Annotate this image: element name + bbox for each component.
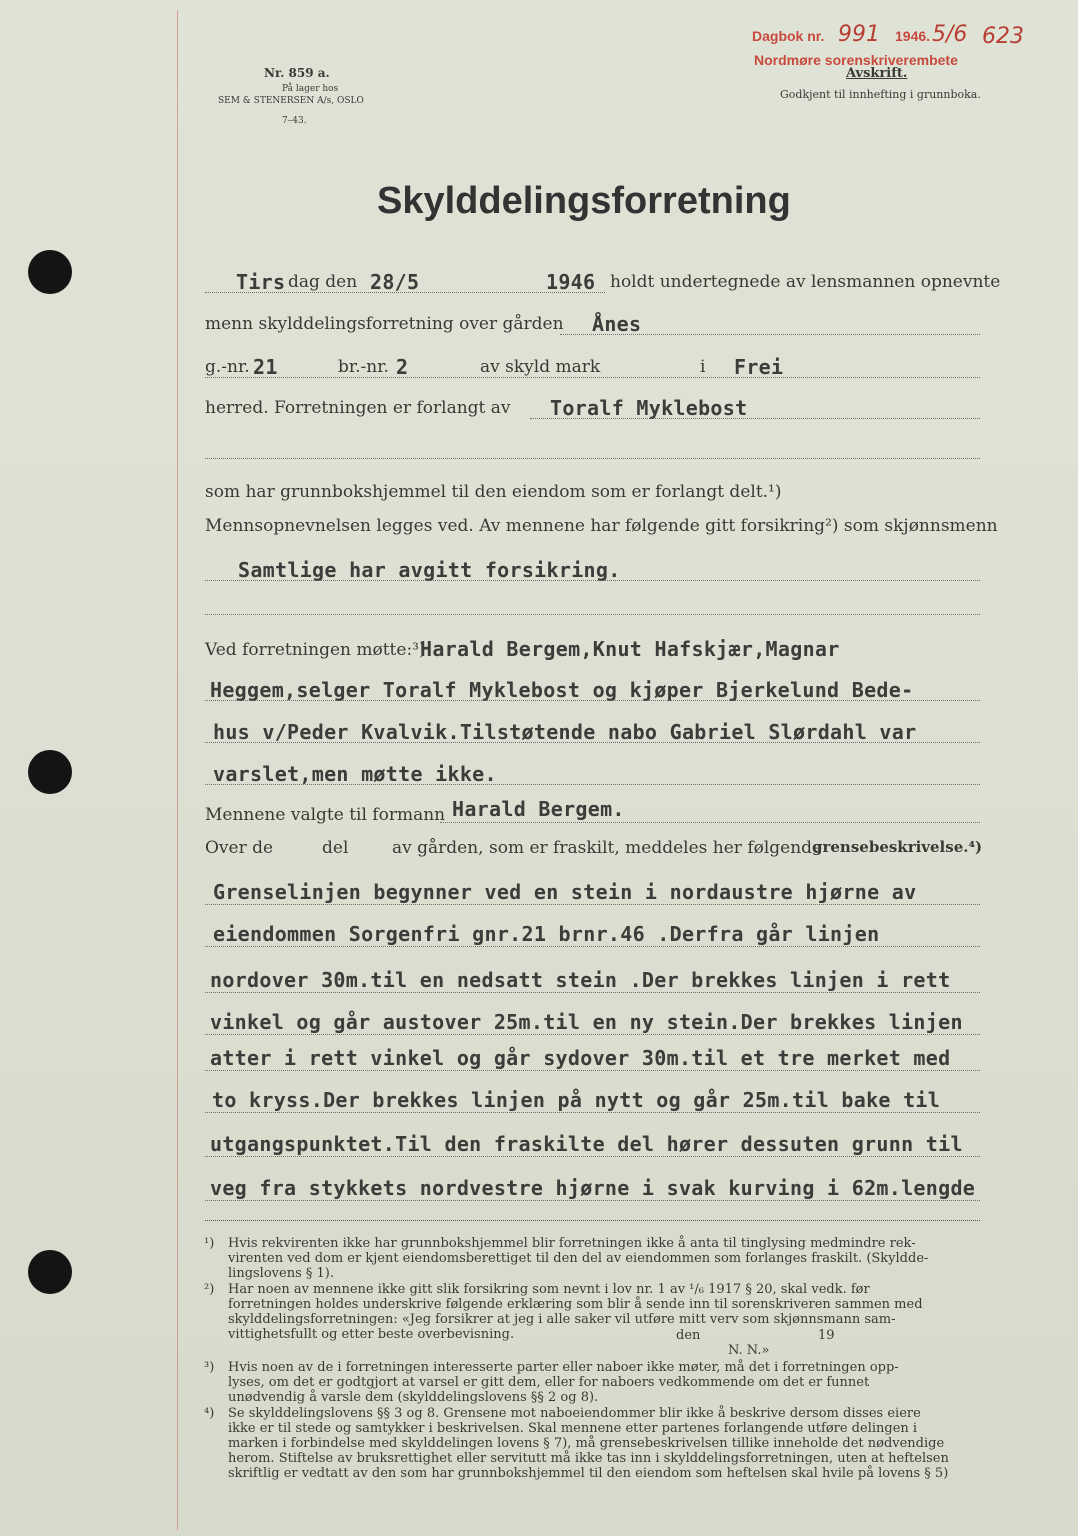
day-label: dag den [288, 272, 358, 292]
description-line: vinkel og går austover 25m.til en ny stein.Der brekkes linjen [210, 1010, 963, 1034]
footnote-mark: ³) [204, 1360, 215, 1375]
i-label: i [700, 357, 706, 377]
footnote-line: lingslovens § 1). [228, 1266, 334, 1281]
gnr-label: g.-nr. [205, 357, 250, 377]
punch-hole [28, 1250, 72, 1294]
footnote-signature: den [676, 1328, 701, 1343]
fill-line [205, 1156, 980, 1157]
fill-line [560, 334, 980, 335]
line2-text: menn skylddelingsforretning over gården [205, 314, 564, 334]
footnote-mark: ⁴) [204, 1406, 215, 1421]
margin-line [177, 10, 178, 1530]
description-line: utgangspunktet.Til den fraskilte del hører dessuten grunn til [210, 1132, 963, 1156]
over-label: Over de [205, 838, 274, 858]
punch-hole [28, 250, 72, 294]
fill-line [205, 580, 980, 581]
chairman-label: Mennene valgte til formann [205, 805, 446, 825]
punch-hole [28, 750, 72, 794]
fill-line [205, 1112, 980, 1113]
brnr-value: 2 [396, 355, 409, 379]
description-line: nordover 30m.til en nedsatt stein .Der brekkes linjen i rett [210, 968, 951, 992]
skyld-label: av skyld mark [480, 357, 601, 377]
date-value: 28/5 [370, 270, 420, 294]
description-line: to kryss.Der brekkes linjen på nytt og går 25m.til bake til [212, 1088, 941, 1112]
stamp-page: 623 [982, 24, 1024, 49]
fill-line [205, 614, 980, 615]
fill-line [205, 292, 605, 293]
approval-note: Godkjent til innhefting i grunnboka. [780, 88, 981, 101]
footnote-line: virenten ved dom er kjent eiendomsberettiget til den del av eiendommen som forlanges fraskilt. (Skyldde- [228, 1251, 929, 1266]
footnote-line: unødvendig å varsle dem (skylddelingslovens §§ 2 og 8). [228, 1390, 599, 1405]
dagbok-stamp: Dagbok nr. [752, 28, 825, 44]
line4-text: herred. Forretningen er forlangt av [205, 398, 511, 418]
fill-line [205, 1200, 980, 1201]
gnr-value: 21 [253, 355, 278, 379]
chairman-name: Harald Bergem. [452, 797, 625, 821]
description-line: Grenselinjen begynner ved en stein i nordaustre hjørne av [213, 880, 917, 904]
grense-text: av gården, som er fraskilt, meddeles her følgende [392, 838, 823, 858]
footnote-signature: N. N.» [728, 1343, 770, 1358]
year-value: 1946 [546, 270, 596, 294]
line6-text: som har grunnbokshjemmel til den eiendom som er forlangt delt.¹) [205, 482, 782, 502]
publisher-line2: SEM & STENERSEN A/s, OSLO [218, 96, 364, 106]
footnote-line: herom. Stiftelse av bruksrettighet eller servitutt må ikke tas inn i skylddelingsforretningen, uten at heftelsen [228, 1451, 949, 1466]
dagbok-number: 991 [838, 22, 880, 47]
footnote-line: skriftlig er vedtatt av den som har grunnbokshjemmel til den eiendom som heftelsen skal hvile på lovens § 5) [228, 1466, 949, 1481]
fill-line [205, 784, 980, 785]
footnote-mark: ²) [204, 1282, 215, 1297]
del-label: del [322, 838, 349, 858]
footnote-line: marken i forbindelse med skylddelingen lovens § 7), må grensebeskrivelsen tillike inneholde det nødvendige [228, 1436, 945, 1451]
footnote-line: Hvis noen av de i forretningen interesserte parter eller naboer ikke møter, må det i forretningen opp- [228, 1360, 899, 1375]
day-value: Tirs [236, 270, 286, 294]
fill-line [205, 700, 980, 701]
line7-text: Mennsopnevnelsen legges ved. Av mennene har følgende gitt forsikring²) som skjønnsmenn [205, 516, 998, 536]
attendance-line1: Harald Bergem,Knut Hafskjær,Magnar [420, 637, 840, 661]
fill-line [205, 1034, 980, 1035]
fill-line [205, 946, 980, 947]
line1-text: holdt undertegnede av lensmannen opnevnte [610, 272, 1001, 292]
description-line: eiendommen Sorgenfri gnr.21 brnr.46 .Derfra går linjen [213, 922, 880, 946]
avskrift-label: Avskrift. [846, 66, 908, 81]
footnote-line: Hvis rekvirenten ikke har grunnbokshjemmel blir forretningen ikke å anta til tinglysing medmindre rek- [228, 1236, 916, 1251]
fill-line [205, 1070, 980, 1071]
herred-value: Frei [734, 355, 784, 379]
line8-typed: Samtlige har avgitt forsikring. [238, 558, 621, 582]
attendance-line4: varslet,men møtte ikke. [213, 762, 497, 786]
fill-line [205, 377, 980, 378]
footnote-line: Se skylddelingslovens §§ 3 og 8. Grensene mot naboeiendommer blir ikke å beskrive dersom disses eiere [228, 1406, 921, 1421]
description-line: atter i rett vinkel og går sydover 30m.til et tre merket med [210, 1046, 951, 1070]
brnr-label: br.-nr. [338, 357, 389, 377]
footnote-line: ikke er til stede og samtykker i beskrivelsen. Skal mennene etter partenes forlangende utføre delingen i [228, 1421, 918, 1436]
attendance-line3: hus v/Peder Kvalvik.Tilstøtende nabo Gabriel Slørdahl var [213, 720, 917, 744]
form-number: Nr. 859 a. [264, 66, 330, 80]
document-title: Skylddelingsforretning [377, 180, 791, 222]
footnote-line: skylddelingsforretningen: «Jeg forsikrer at jeg i alle saker vil utføre mitt verv som skjønnsmann sam- [228, 1312, 896, 1327]
fill-line [205, 742, 980, 743]
fill-line [205, 458, 980, 459]
footnote-line: vittighetsfullt og etter beste overbevisning. [228, 1327, 515, 1342]
stamp-year: 1946. [895, 28, 931, 44]
footnote-line: lyses, om det er godtgjort at varsel er gitt dem, eller for naboers vedkommende om det er funnet [228, 1375, 870, 1390]
fill-line [205, 904, 980, 905]
attendance-line2: Heggem,selger Toralf Myklebost og kjøper Bjerkelund Bede- [210, 678, 914, 702]
publisher-date: 7–43. [282, 116, 307, 126]
footnote-signature: 19 [818, 1328, 835, 1343]
stamp-date: 5/6 [932, 22, 968, 47]
fill-line [530, 418, 980, 419]
fill-line [205, 992, 980, 993]
footnote-line: Har noen av mennene ikke gitt slik forsikring som nevnt i lov nr. 1 av ¹/₆ 1917 § 20, skal vedk. før [228, 1282, 870, 1297]
footnote-mark: ¹) [204, 1236, 215, 1251]
office-stamp: Nordmøre sorenskriverembete [754, 52, 958, 68]
footnote-line: forretningen holdes underskrive følgende erklæring som blir å sende inn til sorenskriveren sammen med [228, 1297, 923, 1312]
footnote-divider [205, 1220, 980, 1221]
farm-name: Ånes [592, 312, 642, 336]
grense-heading: grensebeskrivelse.⁴) [812, 838, 983, 856]
description-line: veg fra stykkets nordvestre hjørne i svak kurving i 62m.lengde [210, 1176, 976, 1200]
requester-name: Toralf Myklebost [550, 396, 748, 420]
attendance-label: Ved forretningen møtte:³) [205, 640, 426, 660]
publisher-line1: På lager hos [282, 84, 339, 94]
fill-line [440, 822, 980, 823]
